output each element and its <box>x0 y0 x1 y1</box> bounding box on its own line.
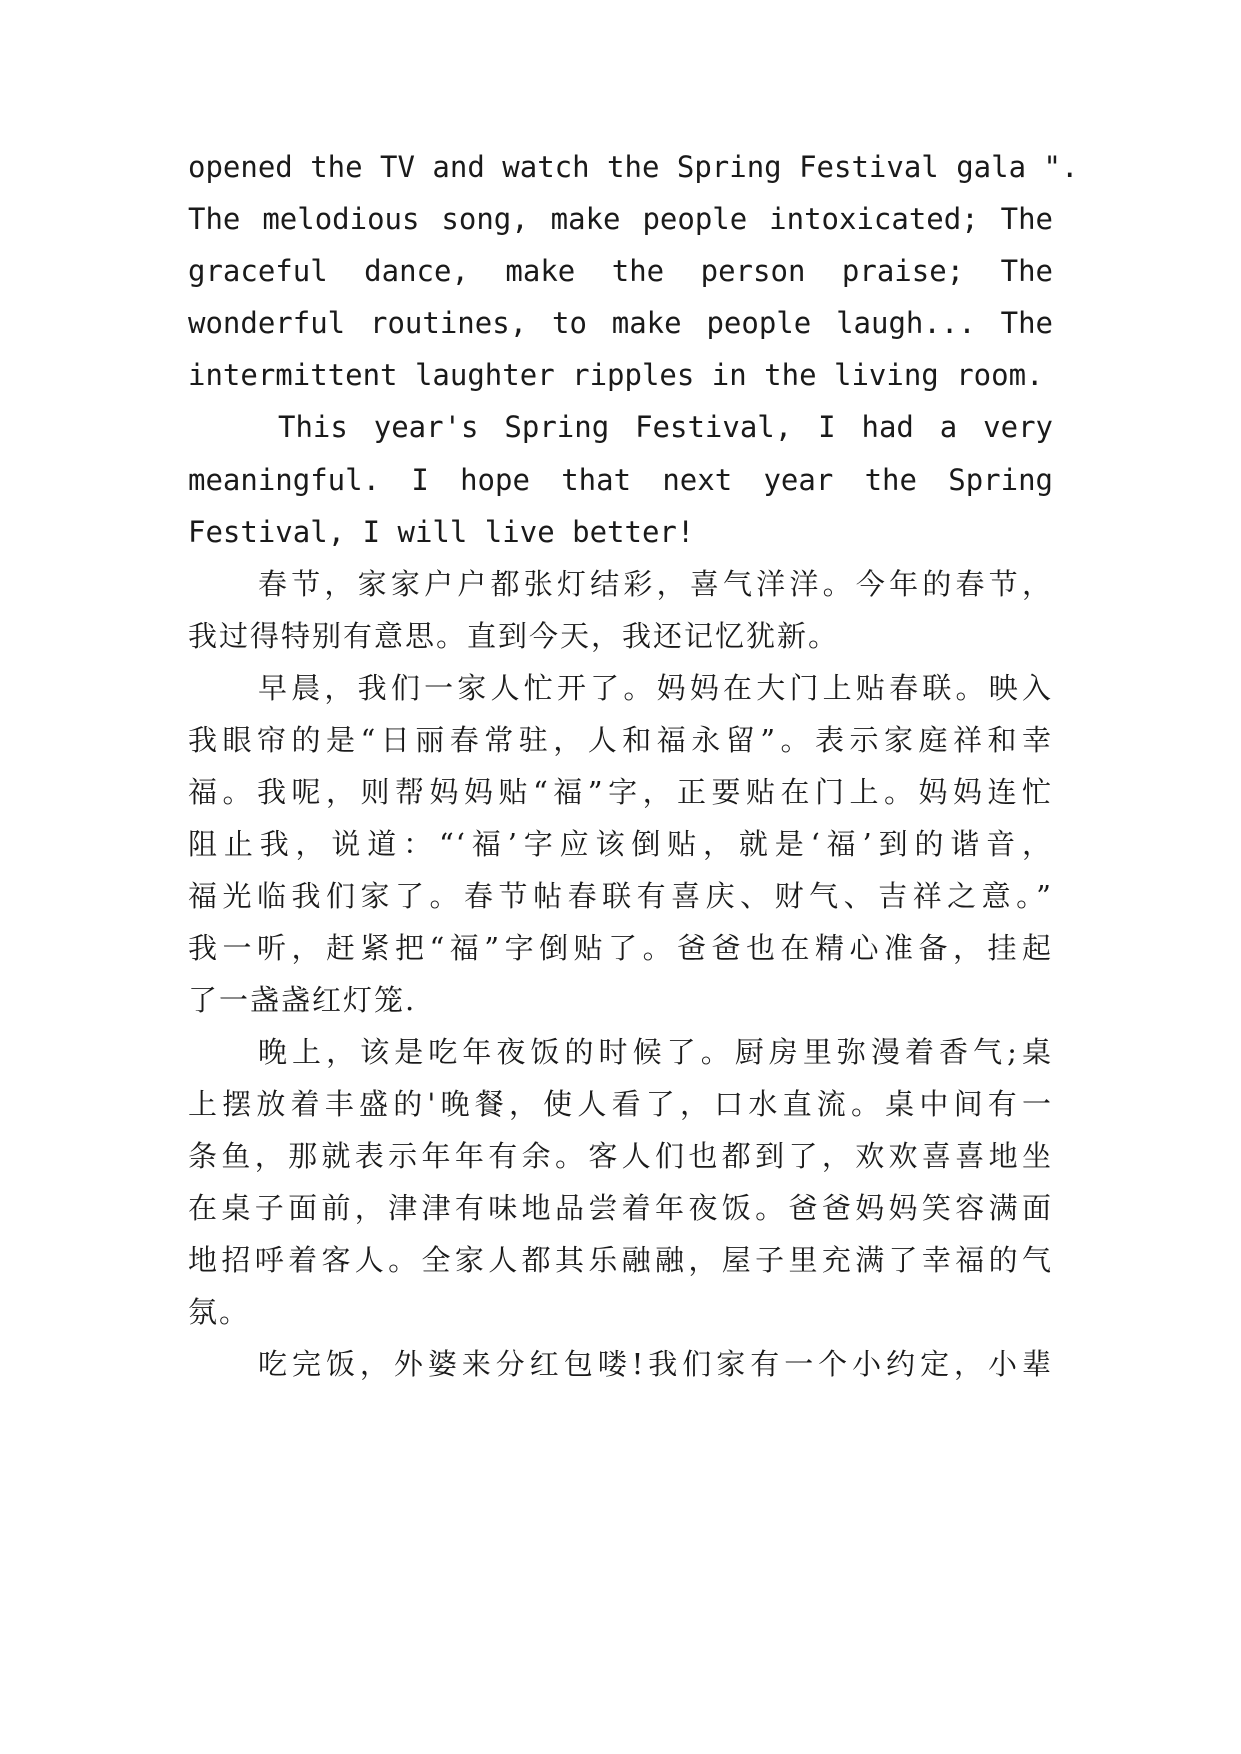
text-line: The melodious song, make people intoxicated; The <box>188 202 1053 236</box>
text-line: intermittent laughter ripples in the living room. <box>188 358 1044 392</box>
text-line: Festival, I will live better! <box>188 515 695 549</box>
text-line: 我过得特别有意思。直到今天，我还记忆犹新。 <box>188 619 840 653</box>
text-line: 我一听，赶紧把“福”字倒贴了。爸爸也在精心准备，挂起 <box>188 931 1053 965</box>
text-line: 福。我呢，则帮妈妈贴“福”字，正要贴在门上。妈妈连忙 <box>188 775 1053 809</box>
text-line: 氛。 <box>188 1295 251 1329</box>
text-line: graceful dance, make the person praise; The <box>188 254 1053 288</box>
text-line: 吃完饭，外婆来分红包喽!我们家有一个小约定，小辈 <box>258 1347 1053 1381</box>
text-line: 早晨，我们一家人忙开了。妈妈在大门上贴春联。映入 <box>258 671 1053 705</box>
text-line: 我眼帘的是“日丽春常驻，人和福永留”。表示家庭祥和幸 <box>188 723 1053 757</box>
text-line: This year's Spring Festival, I had a very <box>278 410 1053 444</box>
text-line: 了一盏盏红灯笼. <box>188 983 417 1017</box>
text-line: 地招呼着客人。全家人都其乐融融，屋子里充满了幸福的气 <box>188 1243 1053 1277</box>
text-line: 春节，家家户户都张灯结彩，喜气洋洋。今年的春节， <box>258 567 1053 601</box>
text-line: 条鱼，那就表示年年有余。客人们也都到了，欢欢喜喜地坐 <box>188 1139 1053 1173</box>
text-line: 上摆放着丰盛的'晚餐，使人看了，口水直流。桌中间有一 <box>188 1087 1053 1121</box>
text-line: 晚上，该是吃年夜饭的时候了。厨房里弥漫着香气;桌 <box>258 1035 1053 1069</box>
text-line: 福光临我们家了。春节帖春联有喜庆、财气、吉祥之意。” <box>188 879 1053 913</box>
text-line: meaningful. I hope that next year the Spring <box>188 463 1053 497</box>
text-line: opened the TV and watch the Spring Festival gala ". <box>188 150 1079 184</box>
text-line: 在桌子面前，津津有味地品尝着年夜饭。爸爸妈妈笑容满面 <box>188 1191 1053 1225</box>
text-line: wonderful routines, to make people laugh... The <box>188 306 1053 340</box>
text-line: 阻止我，说道：“‘福’字应该倒贴，就是‘福’到的谐音， <box>188 827 1053 861</box>
